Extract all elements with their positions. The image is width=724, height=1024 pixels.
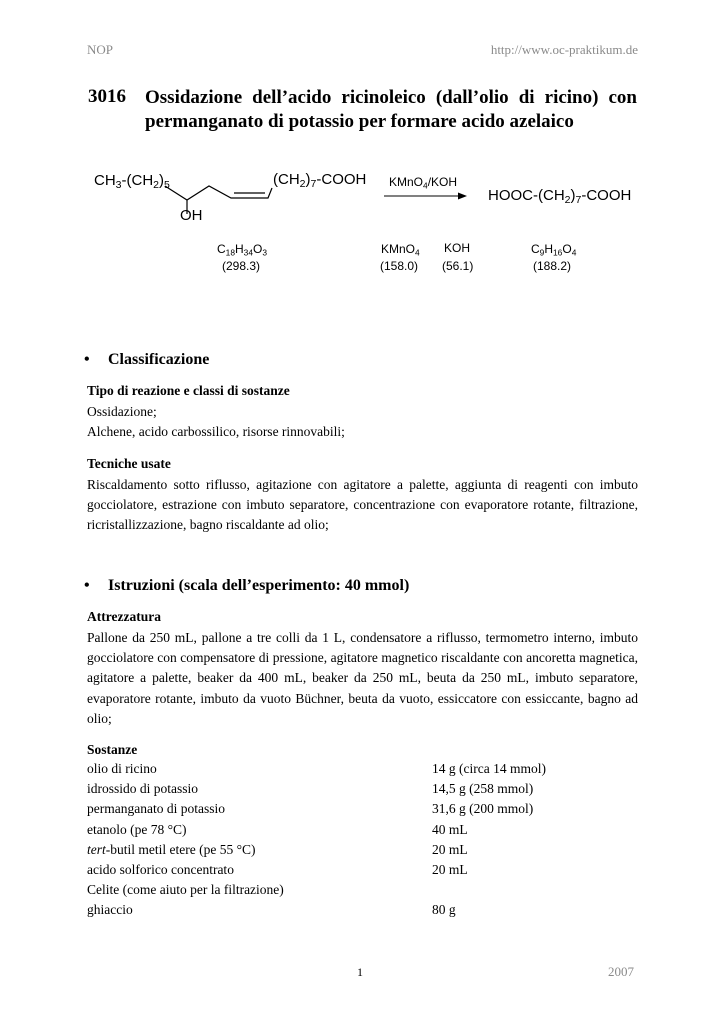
page-title: Ossidazione dell’acido ricinoleico (dall’olio di ricino) con permanganato di potassio per formare acido azelaico: [145, 87, 637, 132]
reaction-arrow: [383, 190, 469, 202]
tecniche-text: Riscaldamento sotto riflusso, agitazione con agitatore a palette, aggiunta di reagenti con imbuto gocciolatore, estrazione con imbuto separatore, concentrazione con evaporatore rotante, filtrazione, ricristallizzazione, bagno riscaldante ad olio;: [87, 477, 638, 533]
hydroxyl-group: OH: [180, 207, 203, 224]
substance-name: olio di ricino: [87, 761, 157, 776]
table-row: [87, 822, 638, 842]
skeletal-structure: [160, 170, 280, 220]
substance-qty: 20 mL: [432, 861, 468, 877]
formula-koh: KOH: [444, 241, 471, 255]
section-istruzioni: [84, 577, 410, 595]
table-row: [87, 902, 638, 922]
substance-name-rest: -butil metil etere (pe 55 °C): [105, 841, 256, 857]
substance-name: acido solforico concentrato: [87, 861, 234, 877]
reaction-scheme: [0, 160, 724, 290]
mass-azelaic-acid: (188.2): [533, 259, 572, 273]
substance-qty: 20 mL: [432, 841, 468, 857]
substance-qty: 80 g: [432, 902, 456, 918]
formula-kmno4: KMnO$_4$: [381, 242, 420, 258]
substance-name-italic: tert: [87, 841, 106, 857]
tipo-heading: Tipo di reazione e classi di sostanze: [87, 383, 290, 398]
formula-azelaic-acid: $C_9H_{16}O_4$: [531, 242, 577, 258]
product-formula: HOOC-$(CH_2)_7$-COOH: [488, 187, 632, 207]
footer-year: 2007: [608, 964, 634, 979]
substance-name: idrossido di potassio: [87, 781, 199, 797]
header-url: http://www.oc-praktikum.de: [490, 42, 638, 57]
attrezzatura-heading: Attrezzatura: [87, 609, 161, 624]
substance-name: ghiaccio: [87, 902, 133, 918]
section-heading: Classificazione: [108, 351, 210, 368]
tipo-line-2: Alchene, acido carbossilico, risorse rinnovabili;: [87, 424, 345, 439]
table-row: [87, 862, 638, 882]
substance-qty: 14 g (circa 14 mmol): [432, 761, 546, 776]
table-row: [87, 882, 638, 902]
substance-qty: 31,6 g (200 mmol): [432, 801, 534, 817]
section-heading: Istruzioni (scala dell’esperimento: 40 mmol): [108, 577, 410, 594]
substance-name: permanganato di potassio: [87, 801, 225, 817]
bullet-icon: •: [84, 351, 90, 368]
page-number: 1: [357, 965, 363, 979]
experiment-number: 3016: [88, 86, 126, 107]
bullet-icon: •: [84, 577, 90, 594]
substance-qty: 14,5 g (258 mmol): [432, 781, 534, 797]
substance-name: [87, 842, 255, 858]
section-classificazione: [84, 351, 210, 369]
table-row: [87, 801, 638, 821]
reactant-left-chain: $CH_3-(CH_2)_5$: [94, 172, 170, 192]
substance-qty: 40 mL: [432, 821, 468, 837]
mass-koh: (56.1): [442, 259, 474, 273]
table-row: [87, 761, 638, 781]
reactant-right-chain: $(CH_2)_7$-COOH: [273, 171, 367, 191]
attrezzatura-text: Pallone da 250 mL, pallone a tre colli da 1 L, condensatore a riflusso, termometro interno, imbuto gocciolatore con compensatore di pressione, agitatore magnetico riscaldante con ancoretta magnetica, agitatore a palette, beaker da 400 mL, beaker da 250 mL, beuta da 250 mL, imbuto separatore, evaporatore rotante, imbuto da vuoto Büchner, beuta da vuoto, essiccatore con essiccante, bagno ad olio;: [87, 630, 638, 726]
header-left: NOP: [87, 42, 114, 57]
substance-name: Celite (come aiuto per la filtrazione): [87, 882, 284, 898]
reagent-label: KMnO$_4$/KOH: [389, 175, 458, 191]
formula-ricinoleic-acid: $C_{18}H_{34}O_3$: [217, 242, 268, 258]
tecniche-heading: Tecniche usate: [87, 456, 171, 471]
tipo-line-1: Ossidazione;: [87, 404, 157, 419]
mass-ricinoleic-acid: (298.3): [222, 259, 261, 273]
substance-name: etanolo (pe 78 °C): [87, 821, 187, 837]
sostanze-heading: Sostanze: [87, 742, 138, 757]
mass-kmno4: (158.0): [380, 259, 419, 273]
table-row: [87, 842, 638, 862]
table-row: [87, 781, 638, 801]
sostanze-table: [87, 761, 638, 923]
